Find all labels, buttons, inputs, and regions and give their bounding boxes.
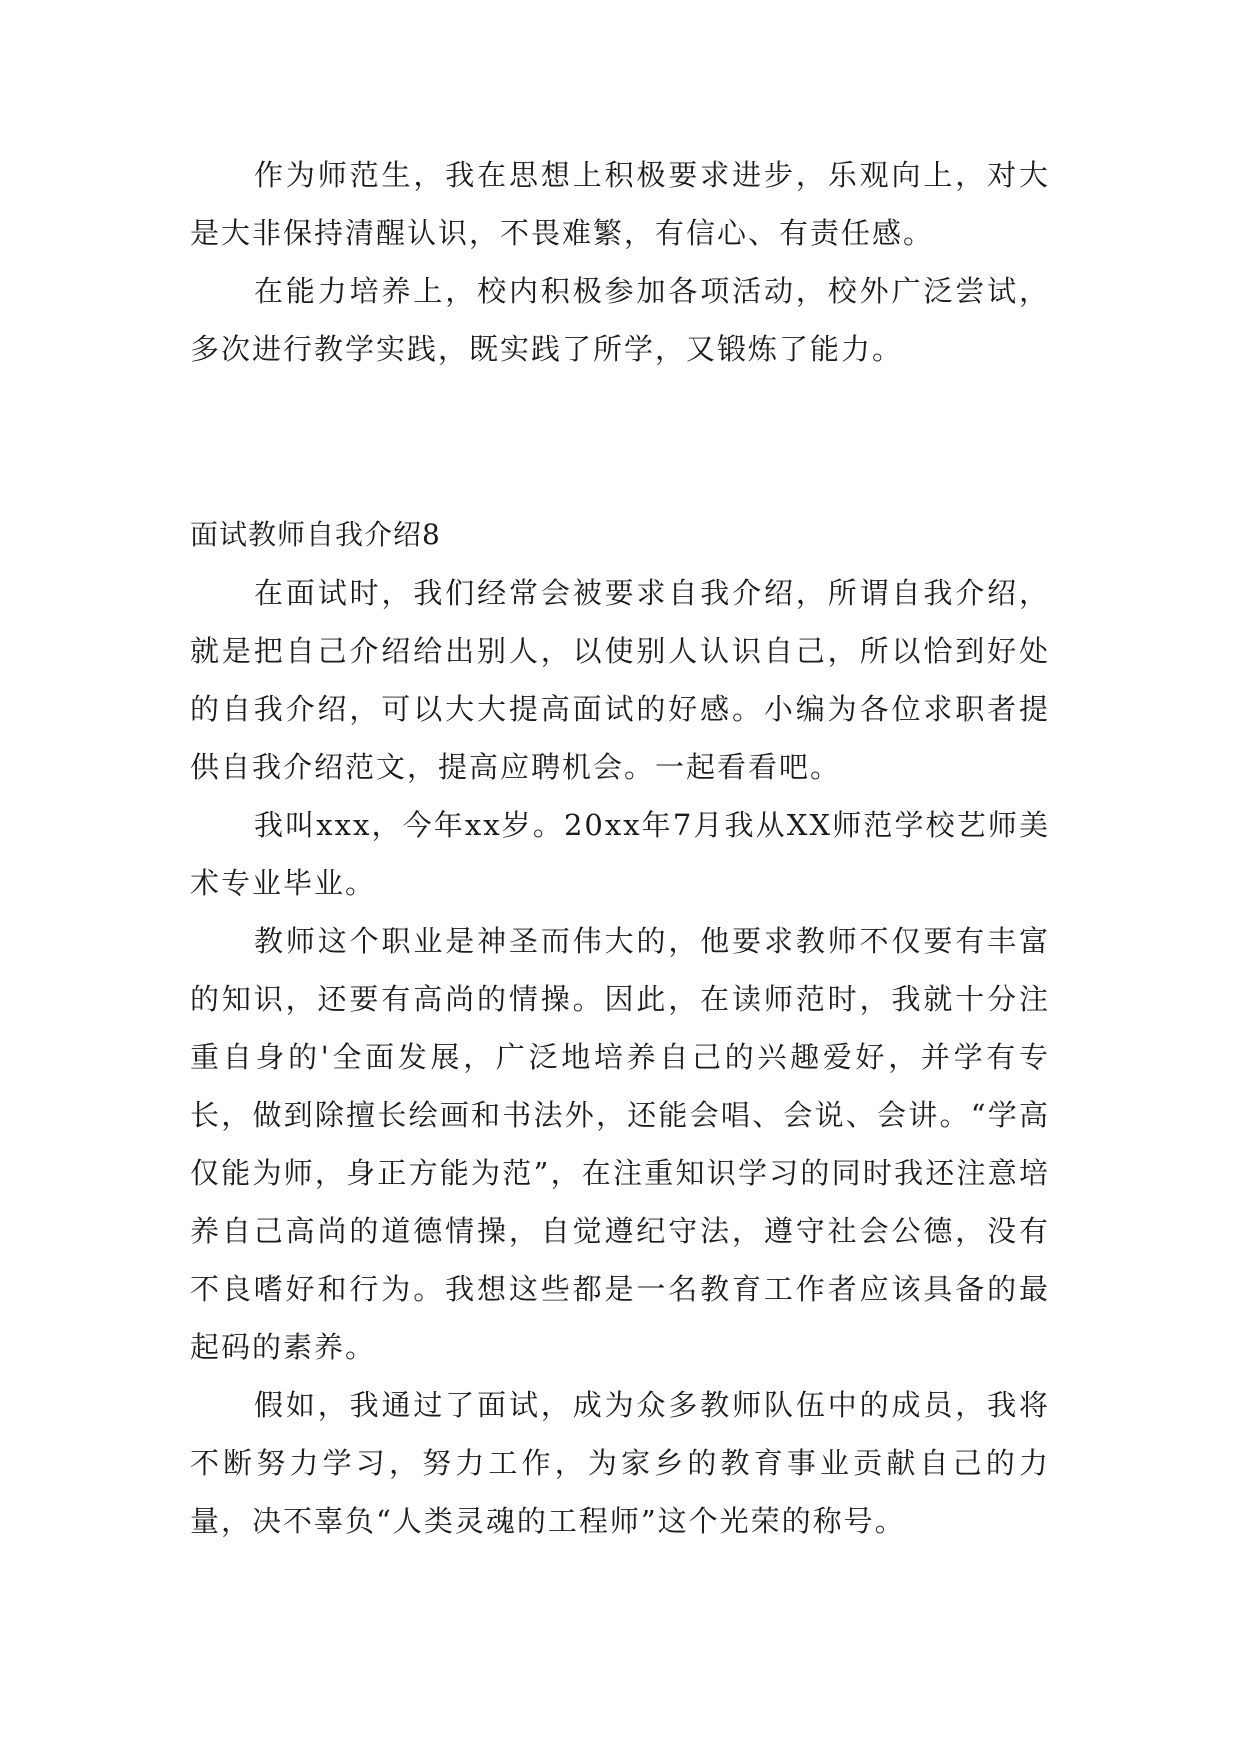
paragraph: 在面试时，我们经常会被要求自我介绍，所谓自我介绍，就是把自己介绍给出别人，以使别人认识自己，所以恰到好处的自我介绍，可以大大提高面试的好感。小编为各位求职者提供自我介绍范文，提高应聘机会。一起看看吧。 [190,576,1050,784]
paragraph: 作为师范生，我在思想上积极要求进步，乐观向上，对大是大非保持清醒认识，不畏难繁，有信心、有责任感。 [190,158,1050,250]
paragraph: 教师这个职业是神圣而伟大的，他要求教师不仅要有丰富的知识，还要有高尚的情操。因此，在读师范时，我就十分注重自身的'全面发展，广泛地培养自己的兴趣爱好，并学有专长，做到除擅长绘画和书法外，还能会唱、会说、会讲。“学高仅能为师，身正方能为范”，在注重知识学习的同时我还注意培养自己高尚的道德情操，自觉遵纪守法，遵守社会公德，没有不良嗜好和行为。我想这些都是一名教育工作者应该具备的最起码的素养。 [190,924,1050,1364]
paragraph: 我叫xxx，今年xx岁。20xx年7月我从XX师范学校艺师美术专业毕业。 [190,808,1050,900]
paragraph: 假如，我通过了面试，成为众多教师队伍中的成员，我将不断努力学习，努力工作，为家乡的教育事业贡献自己的力量，决不辜负“人类灵魂的工程师”这个光荣的称号。 [190,1388,1050,1538]
section-title: 面试教师自我介绍8 [190,518,441,551]
paragraph: 在能力培养上，校内积极参加各项活动，校外广泛尝试，多次进行教学实践，既实践了所学，又锻炼了能力。 [190,274,1050,366]
article-section [190,506,1050,1550]
intro-section [190,146,1050,378]
